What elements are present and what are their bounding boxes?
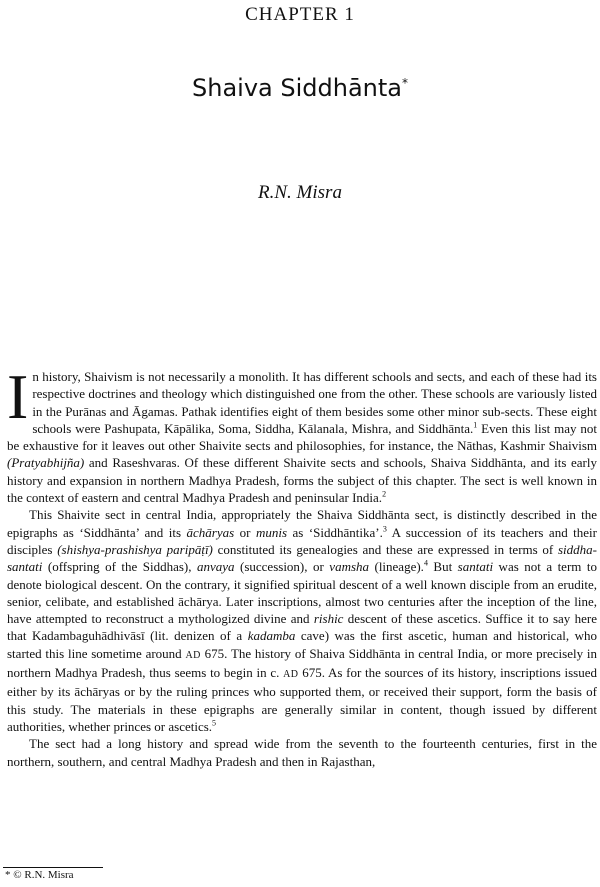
- text: 675. As for the sources of its history, inscriptions issued either by its āchāryas or by the ruling princes who supported them, or received their support, form the basis of this study. The materials in these epigraphs are generally similar in content, though issued by different authorities, whether princes or ascetics.: [7, 665, 597, 734]
- footnote-ref: 3: [382, 524, 387, 534]
- italic-term: (Pratyabhijña): [7, 455, 85, 471]
- italic-term: (shishya-prashishya paripāṭī): [57, 541, 213, 557]
- text: (offspring of the Siddhas),: [42, 559, 197, 575]
- text: 675. The history of Shaiva Siddhānta in central India, or more precisely in northern Madhya Pradesh, thus seems to begin in c.: [7, 645, 597, 681]
- text: The sect had a long history and spread wide from the seventh to the fourteenth centuries, first in the northern, southern, and central Madhya Pradesh and then in Rajasthan,: [7, 736, 597, 769]
- text: n history, Shaivism is not necessarily a monolith. It has different schools and sects, and each of these had its respective doctrines and theology which distinguished one from the other. These schools are variously listed in the Purānas and Āgamas. Pathak identifies eight of them besides some other minor sub-sects. These eight schools were Pashupata, Kāpālika, Soma, Siddha, Kālanala, Mishra, and Siddhānta.: [32, 369, 597, 436]
- text: was not a term to denote biological descent. On the contrary, it signified spiritual descent of a well known disciple from an erudite, senior, celibate, and established āchārya. Later inscriptions, almost two centuries after the inception of the line, have attempted to reconstruct a mythologized divine and: [7, 559, 597, 627]
- text: as ‘Siddhāntika’.: [287, 524, 383, 540]
- footnote-ref: 2: [382, 489, 387, 499]
- chapter-body: [7, 361, 598, 770]
- text: (succession), or: [234, 559, 330, 575]
- italic-term: anvaya: [196, 559, 235, 575]
- text: and Raseshvaras. Of these different Shaivite sects and schools, Shaiva Siddhānta, and its early history and expansion in northern Madhya Pradesh, forms the subject of this chapter. The sect is well known in the context of eastern and central Madhya Pradesh and peninsular India.: [7, 455, 597, 506]
- text: (lineage).: [369, 559, 424, 575]
- text: or: [234, 524, 256, 540]
- italic-term: munis: [255, 524, 288, 540]
- text: Even this list may not be exhaustive for it leaves out other Shaivite sects and philosophies, for instance, the Nāthas, Kashmir Shaivism: [7, 420, 597, 454]
- text: cave) was the first ascetic, human and historical, who started this line sometime around: [7, 628, 597, 661]
- italic-term: āchāryas: [186, 524, 235, 540]
- chapter-title-text: Shaiva Siddhānta: [192, 74, 402, 102]
- footnote-ref: 1: [473, 420, 478, 430]
- italic-term: vamsha: [329, 559, 370, 575]
- small-caps-era: AD: [185, 649, 201, 661]
- text: This Shaivite sect in central India, appropriately the Shaiva Siddhānta sect, is distinctly described in the epigraphs as ‘Siddhānta’ and its: [7, 507, 597, 540]
- text: A succession of its teachers and their disciples: [7, 524, 598, 557]
- author-name: R.N. Misra: [258, 182, 342, 203]
- copyright-footnote: * © R.N. Misra: [5, 869, 74, 881]
- paragraph-1: [7, 361, 597, 506]
- footnote-ref: 4: [423, 558, 428, 568]
- title-footnote-marker: *: [401, 76, 408, 90]
- paragraph-2: [7, 506, 597, 735]
- italic-term: kadamba: [247, 628, 296, 644]
- drop-cap: I: [7, 361, 29, 432]
- italic-term: siddha-santati: [7, 541, 597, 575]
- text: descent of these ascetics. Suffice it to say here that Kadambaguhādhivāsī (lit. denizen of a: [7, 611, 597, 644]
- small-caps-era: AD: [283, 669, 299, 681]
- chapter-heading: CHAPTER 1: [245, 4, 355, 25]
- text: constituted its genealogies and these are expressed in terms of: [212, 541, 558, 557]
- footnote-rule: [3, 867, 103, 868]
- italic-term: santati: [457, 559, 494, 575]
- chapter-title: [0, 74, 600, 102]
- footnote-ref: 5: [212, 718, 217, 728]
- text: But: [427, 559, 458, 575]
- paragraph-3: [7, 735, 597, 770]
- italic-term: rishic: [313, 611, 344, 627]
